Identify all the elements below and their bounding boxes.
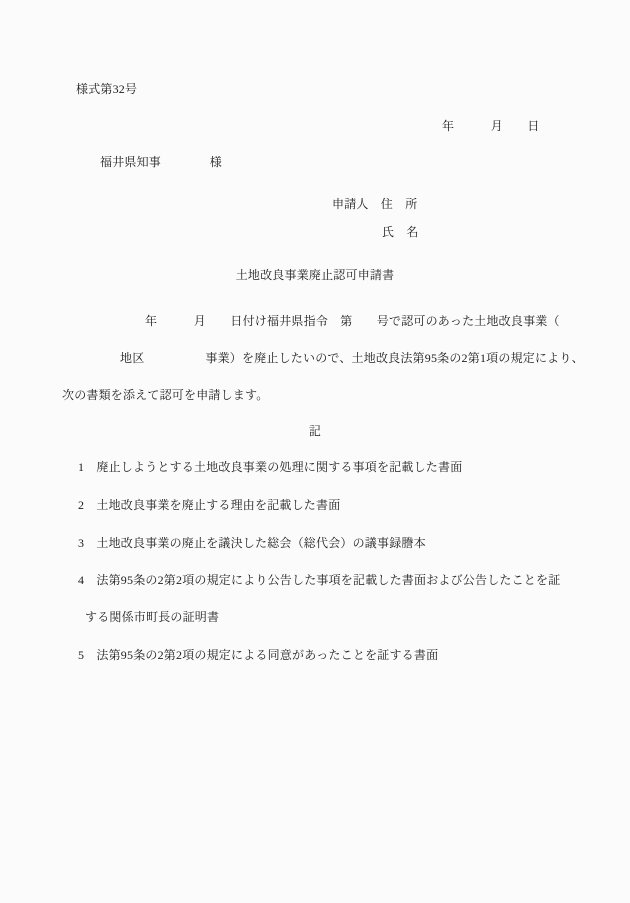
- applicant-address-label: 申請人 住 所: [332, 197, 418, 211]
- body-paragraph-line-2: 地区 事業）を廃止したいので、土地改良法第95条の2第1項の規定により、: [120, 351, 584, 365]
- applicant-name-label: 氏 名: [382, 225, 419, 239]
- attachment-item-5: 5 法第95条の2第2項の規定による同意があったことを証する書面: [78, 648, 439, 662]
- attachment-item-4: 4 法第95条の2第2項の規定により公告した事項を記載した書面および公告したことを証: [78, 573, 561, 587]
- body-paragraph-line-3: 次の書類を添えて認可を申請します。: [62, 388, 269, 402]
- form-number: 様式第32号: [76, 82, 138, 96]
- document-title: 土地改良事業廃止認可申請書: [235, 268, 395, 282]
- date-line: 年 月 日: [442, 119, 540, 133]
- addressee-line: 福井県知事 様: [100, 155, 223, 169]
- attachment-item-4-continuation: する関係市町長の証明書: [85, 610, 220, 624]
- attachment-item-1: 1 廃止しようとする土地改良事業の処理に関する事項を記載した書面: [78, 460, 463, 474]
- body-paragraph-line-1: 年 月 日付け福井県指令 第 号で認可のあった土地改良事業（: [145, 314, 560, 328]
- record-heading: 記: [308, 424, 322, 438]
- attachment-item-2: 2 土地改良事業を廃止する理由を記載した書面: [78, 498, 341, 512]
- attachment-item-3: 3 土地改良事業の廃止を議決した総会（総代会）の議事録謄本: [78, 536, 426, 550]
